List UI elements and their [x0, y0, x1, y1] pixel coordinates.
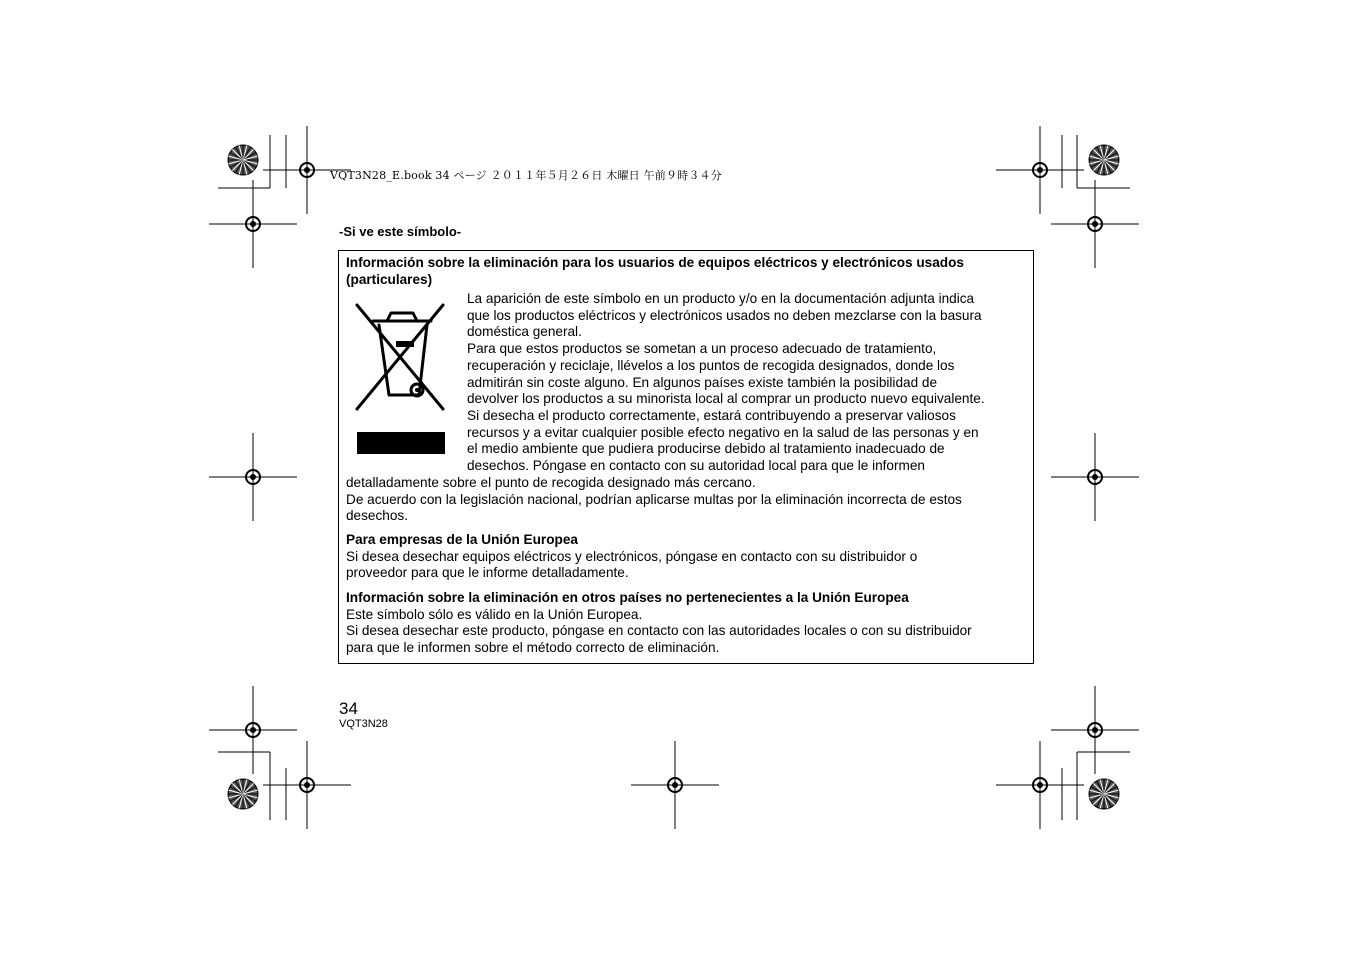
wrap-line: Si desecha el producto correctamente, estará contribuyendo a preservar valiosos [467, 407, 956, 423]
disposal-info-box [338, 250, 1034, 664]
page-number: 34 [339, 699, 358, 718]
wrap-line: que los productos eléctricos y electrónicos usados no deben mezclarse con la basura [467, 307, 982, 323]
registration-crosshair-icon [209, 433, 297, 521]
full-line: De acuerdo con la legislación nacional, podrían aplicarse multas por la eliminación incorrecta de estos [346, 491, 962, 507]
wrap-line: devolver los productos a su minorista local al comprar un producto nuevo equivalente. [467, 391, 985, 407]
business-line: Si desea desechar equipos eléctricos y electrónicos, póngase en contacto con su distribuidor o [346, 548, 918, 564]
nonEU-line: para que le informen sobre el método correcto de eliminación. [346, 640, 720, 656]
color-target-icon [1089, 779, 1119, 809]
nonEU-line: Si desea desechar este producto, póngase en contacto con las autoridades locales o con su distribuidor [346, 623, 972, 639]
business-heading: Para empresas de la Unión Europea [346, 532, 578, 547]
registration-crosshair-icon [209, 686, 297, 774]
registration-crosshair-icon [631, 741, 719, 829]
registration-crosshair-icon [1051, 433, 1139, 521]
full-line: desechos. [346, 508, 408, 524]
full-line: detalladamente sobre el punto de recogida designado más cercano. [346, 475, 756, 490]
wrap-line: doméstica general. [467, 324, 582, 340]
black-bar-marker [357, 432, 445, 454]
registration-crosshair-icon [996, 741, 1084, 829]
wrap-line: recursos y a evitar cualquier posible efecto negativo en la salud de las personas y en [467, 424, 979, 440]
registration-crosshair-icon [209, 180, 297, 268]
nonEU-line: Este símbolo sólo es válido en la Unión Europea. [346, 606, 643, 622]
box-title-line2: (particulares) [346, 272, 433, 287]
wrap-line: Para que estos productos se sometan a un proceso adecuado de tratamiento, [467, 341, 937, 357]
section-title: -Si ve este símbolo- [339, 224, 462, 239]
color-target-icon [228, 145, 258, 175]
wrap-line: La aparición de este símbolo en un producto y/o en la documentación adjunta indica [467, 291, 975, 306]
doc-code: VQT3N28 [339, 718, 388, 730]
business-line: proveedor para que le informe detalladamente. [346, 565, 629, 581]
box-title-line1: Información sobre la eliminación para los usuarios de equipos eléctricos y electrónicos usados [346, 255, 964, 270]
registration-crosshair-icon [263, 741, 351, 829]
registration-crosshair-icon [996, 126, 1084, 214]
running-head: VQT3N28_E.book 34 ページ ２０１１年５月２６日 木曜日 午前９時３４分 [330, 169, 722, 182]
nonEU-heading: Información sobre la eliminación en otros países no pertenecientes a la Unión Europea [346, 590, 909, 605]
registration-crosshair-icon [1051, 686, 1139, 774]
wrap-line: admitirán sin coste alguno. En algunos países existe también la posibilidad de [467, 374, 938, 390]
color-target-icon [228, 779, 258, 809]
wrap-line: recuperación y reciclaje, llévelos a los puntos de recogida designados, donde los [467, 357, 955, 373]
registration-crosshair-icon [1051, 180, 1139, 268]
wrap-line: el medio ambiente que pudiera producirse debido al tratamiento inadecuado de [467, 441, 945, 457]
wrap-line: desechos. Póngase en contacto con su autoridad local para que le informen [467, 458, 925, 473]
color-target-icon [1089, 145, 1119, 175]
